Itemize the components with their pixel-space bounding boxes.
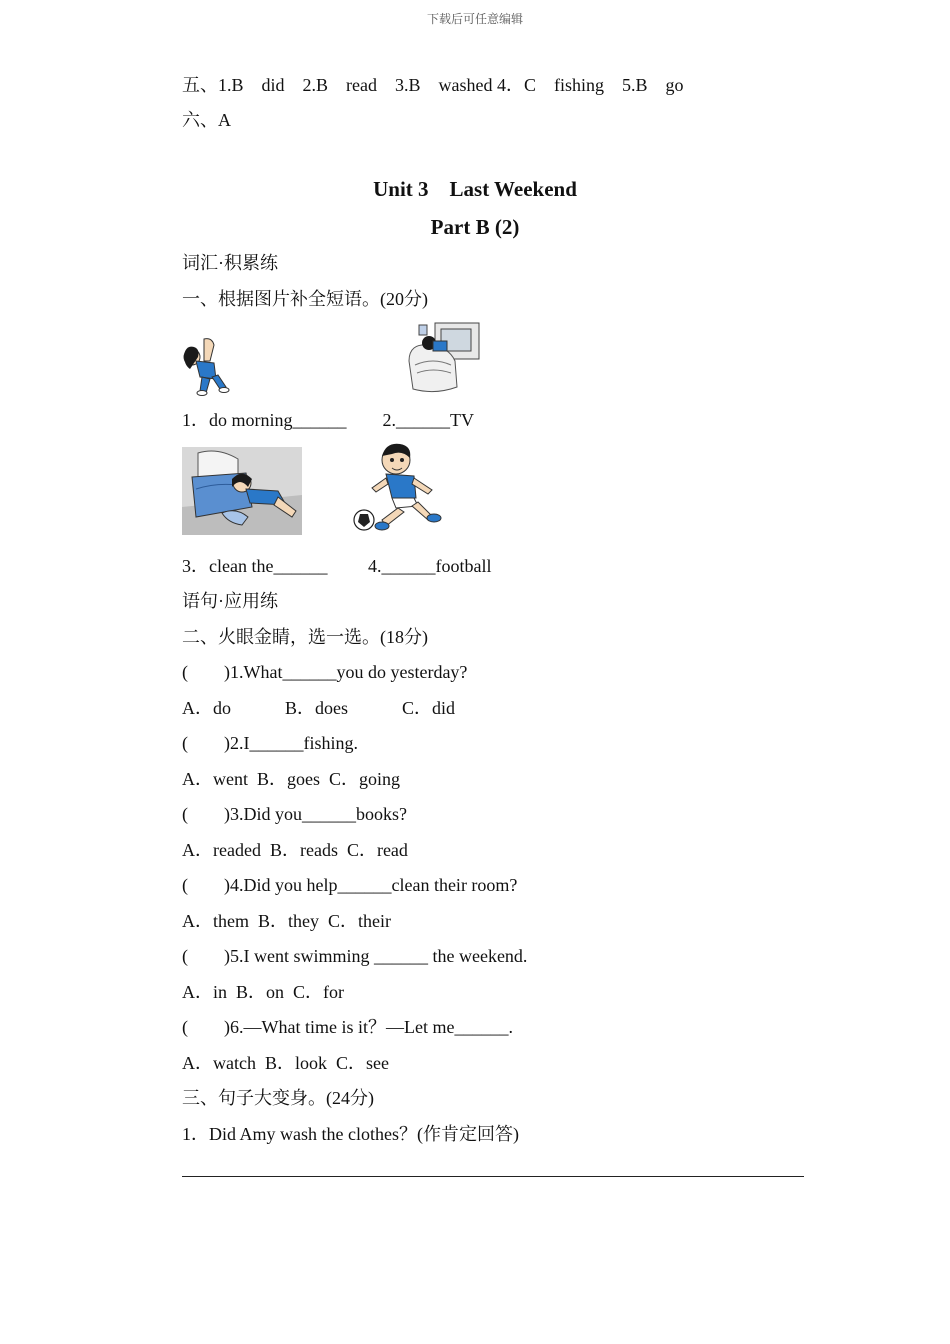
q2-options-4: A．them B．they C．their bbox=[182, 911, 391, 931]
exercise-girl-image bbox=[182, 335, 232, 397]
q2-options-2: A．went B．goes C．going bbox=[182, 769, 400, 789]
q2-options-5: A．in B．on C．for bbox=[182, 982, 344, 1002]
q2-options-6: A．watch B．look C．see bbox=[182, 1053, 389, 1073]
q1-row1: 1．do morning______ 2.______TV bbox=[182, 410, 474, 430]
football-boy-image bbox=[352, 442, 452, 534]
q2-item-4: ( )4.Did you help______clean their room? bbox=[182, 875, 518, 895]
q1-heading: 一、根据图片补全短语。(20分) bbox=[182, 289, 428, 309]
q2-options-3: A．readed B．reads C．read bbox=[182, 840, 408, 860]
q2-item-1: ( )1.What______you do yesterday? bbox=[182, 662, 468, 682]
q1-row2: 3．clean the______ 4.______football bbox=[182, 556, 492, 576]
page-header: 下载后可任意编辑 bbox=[426, 12, 523, 26]
q2-heading: 二、火眼金睛，选一选。(18分) bbox=[182, 627, 428, 647]
q3-item-1: 1．Did Amy wash the clothes？(作肯定回答) bbox=[182, 1124, 519, 1144]
q3-heading: 三、句子大变身。(24分) bbox=[182, 1088, 374, 1108]
q2-item-2: ( )2.I______fishing. bbox=[182, 733, 358, 753]
watch-tv-image bbox=[405, 321, 481, 395]
q2-item-6: ( )6.—What time is it？—Let me______. bbox=[182, 1017, 513, 1037]
q2-options-1: A．do B．does C．did bbox=[182, 698, 456, 718]
part-subtitle: Part B (2) bbox=[430, 215, 520, 239]
unit-title: Unit 3 Last Weekend bbox=[373, 177, 577, 201]
answer-line-6: 六、A bbox=[182, 110, 231, 130]
answer-line-5: 五、1.B did 2.B read 3.B washed 4．C fishing 5.B go bbox=[182, 75, 684, 95]
section-vocab: 词汇·积累练 bbox=[182, 253, 278, 273]
q2-item-5: ( )5.I went swimming ______ the weekend. bbox=[182, 946, 528, 966]
q2-item-3: ( )3.Did you______books? bbox=[182, 804, 407, 824]
section-sentence: 语句·应用练 bbox=[182, 591, 278, 611]
answer-line bbox=[182, 1176, 804, 1177]
clean-bedroom-image bbox=[182, 447, 302, 535]
